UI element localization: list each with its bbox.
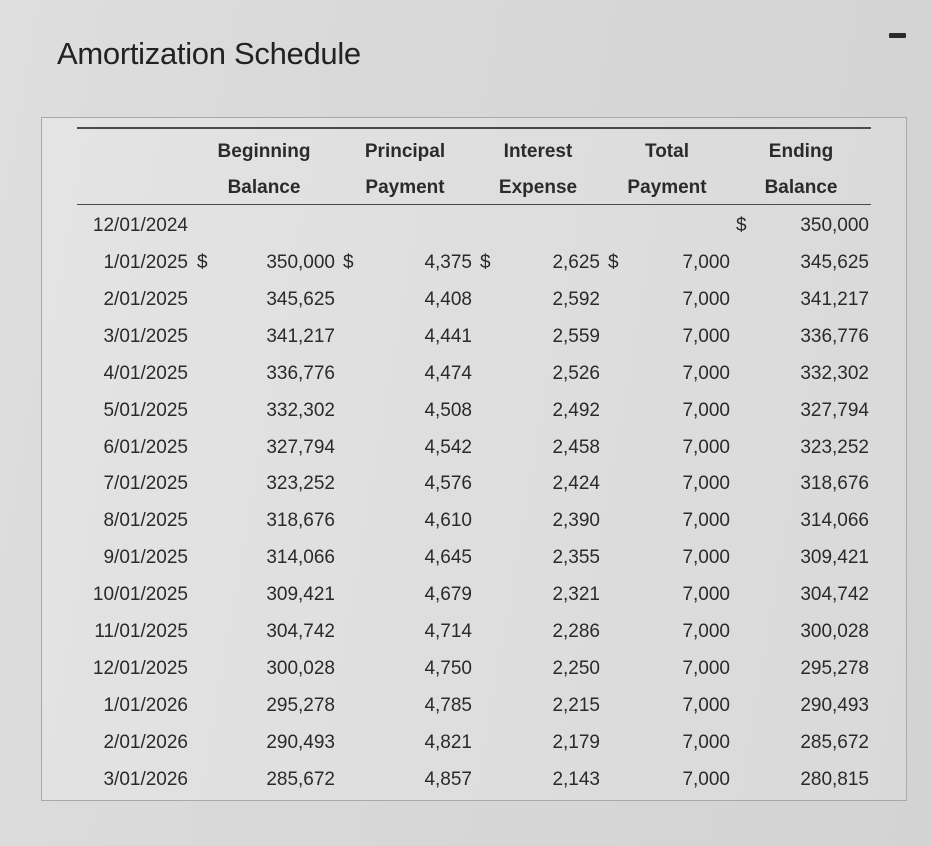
- principal-payment-cell: 4,508: [424, 400, 472, 421]
- date-cell: 3/01/2026: [103, 769, 188, 790]
- total-payment-cell: 7,000: [682, 437, 730, 458]
- principal-payment-cell: 4,785: [424, 695, 472, 716]
- principal-payment-cell: 4,821: [424, 732, 472, 753]
- date-cell: 3/01/2025: [103, 326, 188, 347]
- total-payment-cell: 7,000: [682, 658, 730, 679]
- principal-payment-cell: 4,408: [424, 289, 472, 310]
- ending-balance-cell: 280,815: [800, 769, 869, 790]
- total-payment-cell: 7,000: [682, 732, 730, 753]
- date-cell: 9/01/2025: [103, 547, 188, 568]
- total-payment-cell: 7,000: [682, 326, 730, 347]
- date-cell: 12/01/2025: [92, 658, 188, 679]
- interest-expense-cell: 2,526: [552, 363, 600, 384]
- currency-symbol: $: [608, 252, 619, 273]
- ending-balance-cell: 300,028: [800, 621, 869, 642]
- principal-payment-cell: 4,375: [424, 252, 472, 273]
- header-interest-line2: Expense: [498, 177, 578, 198]
- date-cell: 4/01/2025: [103, 363, 188, 384]
- date-cell: 10/01/2025: [92, 584, 188, 605]
- principal-payment-cell: 4,610: [424, 510, 472, 531]
- total-payment-cell: 7,000: [682, 252, 730, 273]
- principal-payment-cell: 4,750: [424, 658, 472, 679]
- beginning-balance-cell: 314,066: [266, 547, 335, 568]
- beginning-balance-cell: 350,000: [266, 252, 335, 273]
- interest-expense-cell: 2,559: [552, 326, 600, 347]
- date-cell: 2/01/2026: [103, 732, 188, 753]
- ending-balance-cell: 314,066: [800, 510, 869, 531]
- interest-expense-cell: 2,250: [552, 658, 600, 679]
- header-interest-line1: Interest: [503, 141, 573, 162]
- beginning-balance-cell: 300,028: [266, 658, 335, 679]
- opening-currency-symbol: $: [736, 215, 747, 236]
- ending-balance-cell: 336,776: [800, 326, 869, 347]
- header-beginning-line1: Beginning: [217, 141, 311, 162]
- date-cell: 7/01/2025: [103, 473, 188, 494]
- header-total-line2: Payment: [627, 177, 707, 198]
- top-rule: [77, 127, 871, 129]
- date-cell: 2/01/2025: [103, 289, 188, 310]
- page-title: Amortization Schedule: [57, 36, 361, 71]
- ending-balance-cell: 327,794: [800, 400, 869, 421]
- total-payment-cell: 7,000: [682, 400, 730, 421]
- ending-balance-cell: 304,742: [800, 584, 869, 605]
- ending-balance-cell: 318,676: [800, 473, 869, 494]
- ending-balance-cell: 332,302: [800, 363, 869, 384]
- ending-balance-cell: 323,252: [800, 437, 869, 458]
- principal-payment-cell: 4,857: [424, 769, 472, 790]
- currency-symbol: $: [343, 252, 354, 273]
- ending-balance-cell: 309,421: [800, 547, 869, 568]
- date-cell: 6/01/2025: [103, 437, 188, 458]
- principal-payment-cell: 4,474: [424, 363, 472, 384]
- ending-balance-cell: 290,493: [800, 695, 869, 716]
- beginning-balance-cell: 323,252: [266, 473, 335, 494]
- interest-expense-cell: 2,592: [552, 289, 600, 310]
- interest-expense-cell: 2,355: [552, 547, 600, 568]
- currency-symbol: $: [197, 252, 208, 273]
- total-payment-cell: 7,000: [682, 621, 730, 642]
- ending-balance-cell: 295,278: [800, 658, 869, 679]
- beginning-balance-cell: 295,278: [266, 695, 335, 716]
- interest-expense-cell: 2,390: [552, 510, 600, 531]
- currency-symbol: $: [480, 252, 491, 273]
- total-payment-cell: 7,000: [682, 289, 730, 310]
- total-payment-cell: 7,000: [682, 363, 730, 384]
- date-cell: 11/01/2025: [94, 621, 188, 642]
- date-cell: 8/01/2025: [103, 510, 188, 531]
- beginning-balance-cell: 327,794: [266, 437, 335, 458]
- total-payment-cell: 7,000: [682, 473, 730, 494]
- interest-expense-cell: 2,424: [552, 473, 600, 494]
- date-cell: 1/01/2025: [103, 252, 188, 273]
- principal-payment-cell: 4,645: [424, 547, 472, 568]
- opening-date: 12/01/2024: [92, 215, 188, 236]
- interest-expense-cell: 2,215: [552, 695, 600, 716]
- interest-expense-cell: 2,492: [552, 400, 600, 421]
- interest-expense-cell: 2,143: [552, 769, 600, 790]
- ending-balance-cell: 345,625: [800, 252, 869, 273]
- header-ending-line2: Balance: [764, 177, 838, 198]
- beginning-balance-cell: 290,493: [266, 732, 335, 753]
- total-payment-cell: 7,000: [682, 584, 730, 605]
- ending-balance-cell: 341,217: [800, 289, 869, 310]
- beginning-balance-cell: 318,676: [266, 510, 335, 531]
- header-principal-line1: Principal: [364, 141, 446, 162]
- total-payment-cell: 7,000: [682, 547, 730, 568]
- interest-expense-cell: 2,286: [552, 621, 600, 642]
- principal-payment-cell: 4,542: [424, 437, 472, 458]
- interest-expense-cell: 2,321: [552, 584, 600, 605]
- date-cell: 1/01/2026: [103, 695, 188, 716]
- total-payment-cell: 7,000: [682, 510, 730, 531]
- header-rule: [77, 204, 871, 205]
- minimize-icon: [889, 33, 906, 38]
- beginning-balance-cell: 332,302: [266, 400, 335, 421]
- header-ending-line1: Ending: [768, 141, 834, 162]
- interest-expense-cell: 2,179: [552, 732, 600, 753]
- interest-expense-cell: 2,458: [552, 437, 600, 458]
- date-cell: 5/01/2025: [103, 400, 188, 421]
- beginning-balance-cell: 336,776: [266, 363, 335, 384]
- interest-expense-cell: 2,625: [552, 252, 600, 273]
- beginning-balance-cell: 341,217: [266, 326, 335, 347]
- beginning-balance-cell: 304,742: [266, 621, 335, 642]
- principal-payment-cell: 4,576: [424, 473, 472, 494]
- beginning-balance-cell: 309,421: [266, 584, 335, 605]
- principal-payment-cell: 4,714: [424, 621, 472, 642]
- header-beginning-line2: Balance: [227, 177, 301, 198]
- total-payment-cell: 7,000: [682, 695, 730, 716]
- principal-payment-cell: 4,679: [424, 584, 472, 605]
- header-principal-line2: Payment: [365, 177, 445, 198]
- ending-balance-cell: 285,672: [800, 732, 869, 753]
- total-payment-cell: 7,000: [682, 769, 730, 790]
- beginning-balance-cell: 285,672: [266, 769, 335, 790]
- header-total-line1: Total: [645, 141, 689, 162]
- principal-payment-cell: 4,441: [424, 326, 472, 347]
- opening-ending-balance: 350,000: [800, 215, 869, 236]
- beginning-balance-cell: 345,625: [266, 289, 335, 310]
